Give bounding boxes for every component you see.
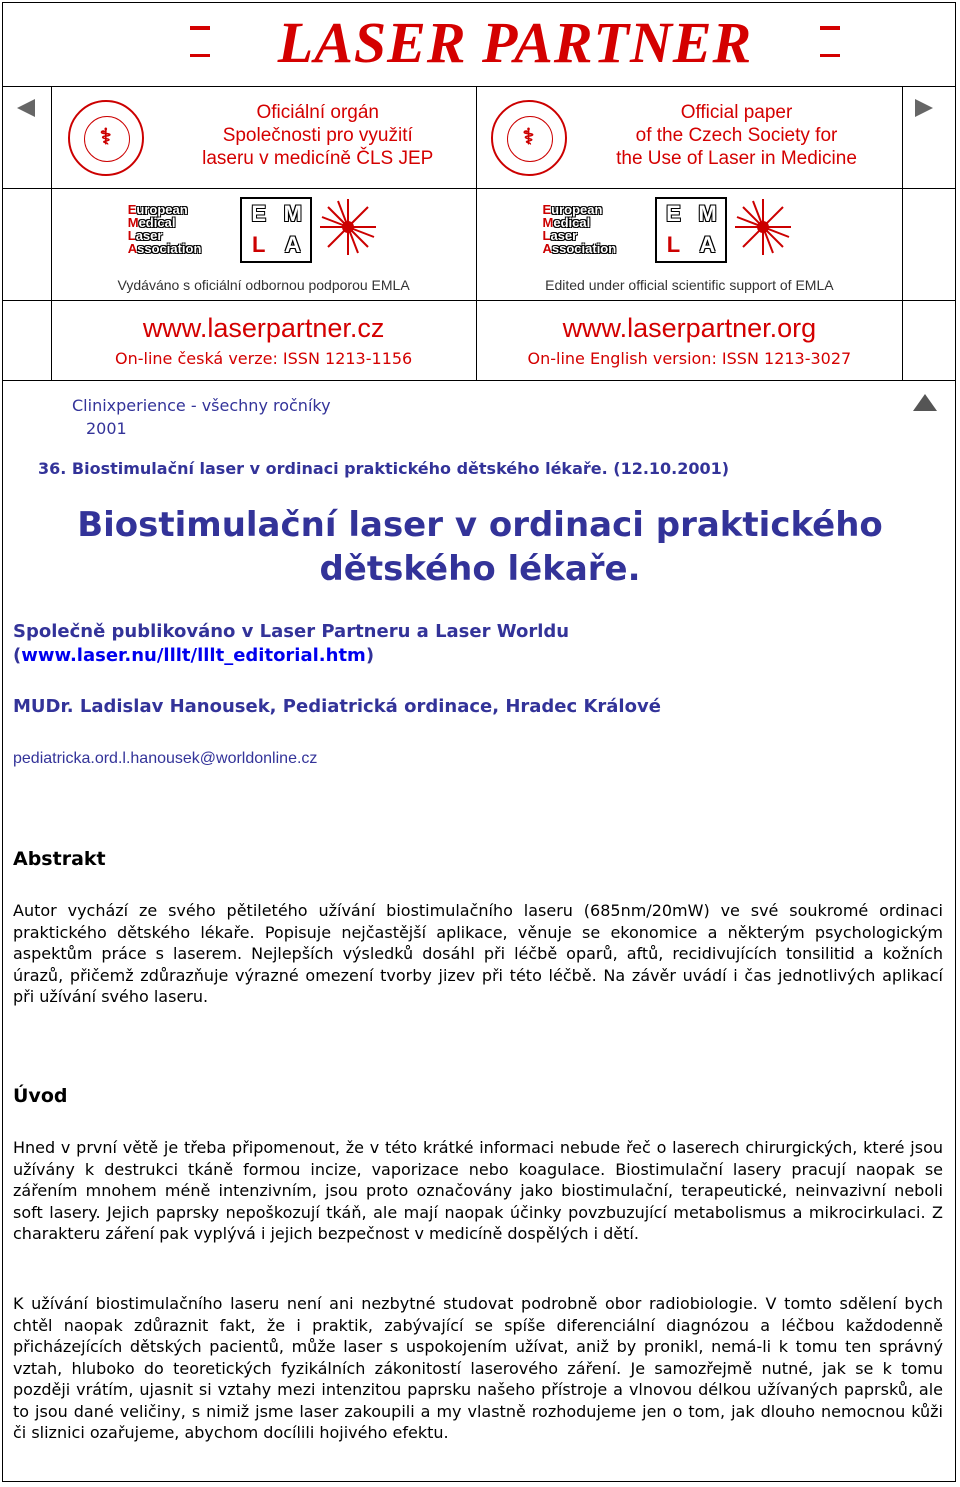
author-line: MUDr. Ladislav Hanousek, Pediatrická ordinace, Hradec Králové xyxy=(13,696,661,717)
english-site-link[interactable]: www.laserpartner.org xyxy=(562,313,817,343)
intro-paragraph-2: K užívání biostimulačního laseru není ani nezbytné studovat podrobně obor radiobiologie. V tomto sdělení bych chtěl naopak zdůraznit fakt, že i praktik, zabývající se spíše diferenciální diagnózou a léčbou každodenně přicházejících dětských pacientů, může laser s uspokojením užívat, aniž by pronikl, nemá-li k tomu ten správný vztah, hluboko do teoretických fyzikálních zákonitostí laserového záření. Je samozřejmě nutné, jak se k tomu později vrátím, ujasnit si vztahy mezi intenzitou paprsku našeho přístroje a vlnovou délkou užívaných paprsků, ale to jsou dané veličiny, s nimiž jsme laser zakoupili a my vlastně rozhodujeme jen o tom, jak dlouho nemocnou kůži či sliznici ozařujeme, abychom docílili hojivého efektu. xyxy=(13,1294,943,1442)
emla-logo-icon[interactable]: European Medical Laser Association E M L A xyxy=(128,197,388,261)
society-seal-icon: ⚕ xyxy=(68,100,144,176)
left-org-line-1: Oficiální orgán xyxy=(256,102,379,123)
intro-paragraph-1: Hned v první větě je třeba připomenout, že v této krátké informaci nebude řeč o laserech chirurgických, které jsou užívány k destrukci tkáně formou incize, vaporizace nebo koagulace. Biostimulační lasery pracují naopak se zářením mnohem méně intenzivním, jsou proto označovány jako biostimulační, terapeutické, neinvazivní neboli soft lasery. Jejich paprsky nepoškozují tkáň, ale mají naopak účinky povzbuzující metabolismus a mikrocirkulaci. Z charakteru záření pak vyplývá i jejich bezpečnost v medicíně dospělých i dětí. xyxy=(13,1138,943,1243)
right-emla-cell xyxy=(476,189,903,301)
right-org-line-2: of the Czech Society for xyxy=(635,125,838,146)
emla-logo-icon[interactable]: European Medical Laser Association E M L A xyxy=(543,197,803,261)
published-note xyxy=(13,620,569,668)
logo-text: LASER PARTNER xyxy=(277,10,753,75)
left-url-cell xyxy=(51,301,476,381)
header-table xyxy=(2,86,956,381)
laser-partner-logo-graphic xyxy=(190,8,840,78)
abstract-text: Autor vychází ze svého pětiletého užívání biostimulačního laseru (685nm/20mW) ve své soukromé ordinaci praktického dětského lékaře. Popisuje nejčastější aplikace, věnuje se ekonomice a některým psychologickým aspektům práce s laserem. Nejlepších výsledků dosáhl při léčbě oparů, aftů, recidivujících tonsilitid a kožních úrazů, přičemž zdůrazňuje výrazné omezení tvorby jizev při této léčbě. Na závěr uvádí i čas jednotlivých aplikací při užívání svého laseru. xyxy=(13,901,943,1006)
next-cell xyxy=(903,87,956,189)
laser-burst-icon xyxy=(318,197,378,257)
right-url-cell xyxy=(476,301,903,381)
abstract-heading: Abstrakt xyxy=(13,848,106,870)
prev-arrow-icon[interactable] xyxy=(17,99,35,117)
right-org-line-1: Official paper xyxy=(680,102,793,123)
left-org-line-3: laseru v medicíně ČLS JEP xyxy=(202,148,434,169)
right-org-cell xyxy=(476,87,903,189)
intro-heading: Úvod xyxy=(13,1085,68,1107)
left-org-cell xyxy=(51,87,476,189)
left-support-text: Vydáváno s oficiální odbornou podporou EMLA xyxy=(117,277,410,293)
left-emla-cell xyxy=(51,189,476,301)
left-org-line-2: Společnosti pro využití xyxy=(222,125,413,146)
society-seal-icon: ⚕ xyxy=(491,100,567,176)
author-email-link[interactable]: pediatricka.ord.l.hanousek@worldonline.cz xyxy=(13,750,318,767)
published-open: ( xyxy=(13,645,22,666)
emla-words: European Medical Laser Association xyxy=(542,202,617,256)
right-org-line-3: the Use of Laser in Medicine xyxy=(616,148,857,169)
left-org-text xyxy=(168,101,468,170)
right-org-text xyxy=(577,101,897,170)
prev-cell xyxy=(3,87,52,189)
clinixperience-link[interactable]: Clinixperience - všechny ročníky xyxy=(72,396,331,415)
published-close: ) xyxy=(365,645,375,666)
laser-partner-logo[interactable] xyxy=(190,8,840,78)
czech-issn-text: On-line česká verze: ISSN 1213-1156 xyxy=(115,349,413,368)
published-prefix: Společně publikováno v Laser Partneru a Laser Worldu xyxy=(13,621,570,642)
editorial-link[interactable]: www.laser.nu/lllt/lllt_editorial.htm xyxy=(21,645,366,666)
year-link[interactable]: 2001 xyxy=(86,419,127,438)
article-title: Biostimulační laser v ordinaci praktického dětského lékaře. xyxy=(77,505,883,589)
emla-words: European Medical Laser Association xyxy=(127,202,202,256)
right-support-text: Edited under official scientific support of EMLA xyxy=(545,277,834,293)
laser-burst-icon xyxy=(733,197,793,257)
next-arrow-icon[interactable] xyxy=(915,99,933,117)
czech-site-link[interactable]: www.laserpartner.cz xyxy=(142,313,385,343)
english-issn-text: On-line English version: ISSN 1213-3027 xyxy=(527,349,852,368)
up-arrow-icon[interactable] xyxy=(913,394,937,411)
article-index-line: 36. Biostimulační laser v ordinaci praktického dětského lékaře. (12.10.2001) xyxy=(38,459,730,478)
